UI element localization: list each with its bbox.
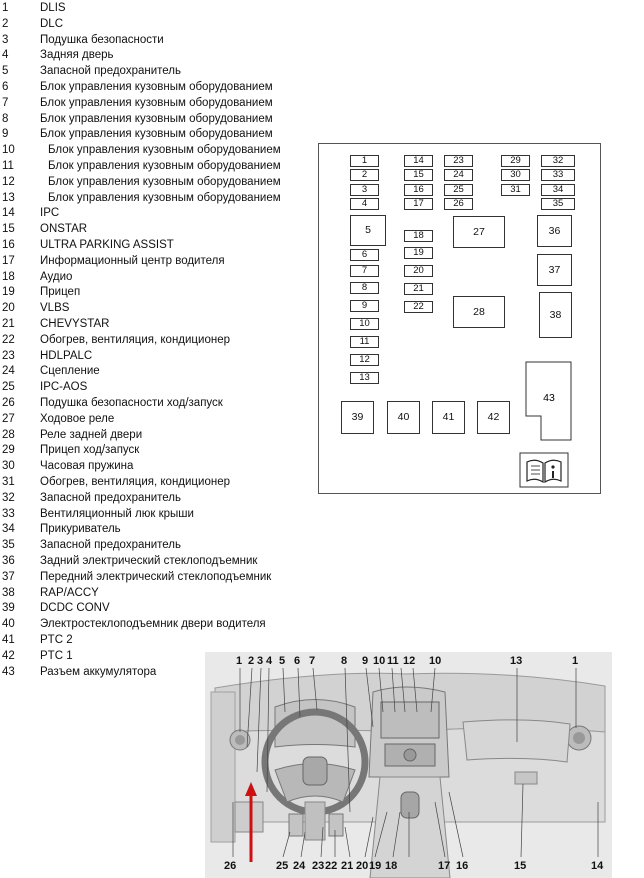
callout-bottom-22: 22 — [325, 860, 338, 872]
fuse-3: 3 — [350, 184, 379, 196]
fuse-16: 16 — [404, 184, 433, 196]
legend-label: PTC 2 — [40, 634, 73, 646]
connector-43-label: 43 — [543, 392, 555, 404]
callout-top-1b: 1 — [572, 655, 579, 667]
legend-number: 26 — [2, 397, 15, 409]
legend-number: 6 — [2, 81, 9, 93]
legend-label: Запасной предохранитель — [40, 65, 181, 78]
legend-label: IPC-AOS — [40, 381, 88, 394]
callout-top-12: 12 — [403, 655, 416, 667]
fuse-4: 4 — [350, 198, 379, 210]
owners-manual-icon — [519, 452, 569, 488]
legend-label: Блок управления кузовным оборудованием — [40, 96, 273, 109]
callout-bottom-14: 14 — [591, 860, 604, 872]
fuse-31: 31 — [501, 184, 530, 196]
callout-top-6: 6 — [294, 655, 301, 667]
legend-label: CHEVYSTAR — [40, 318, 110, 330]
callout-bottom-19: 19 — [369, 860, 382, 872]
callout-top-2: 2 — [248, 655, 255, 667]
legend-number: 40 — [2, 618, 15, 631]
legend-label: Информационный центр водителя — [40, 254, 225, 267]
legend-label: DLC — [40, 17, 64, 30]
legend-number: 3 — [2, 33, 9, 46]
legend-number: 11 — [2, 160, 14, 172]
fuse-6: 6 — [350, 249, 379, 261]
relay-37: 37 — [537, 254, 572, 286]
callout-top-9: 9 — [362, 655, 369, 667]
legend-label: Задний электрический стеклоподъемник — [40, 555, 258, 567]
legend-number: 18 — [2, 270, 15, 283]
legend-number: 28 — [2, 428, 15, 441]
legend-number: 13 — [2, 191, 15, 204]
callout-bottom-20: 20 — [356, 860, 369, 872]
callout-bottom-15: 15 — [514, 860, 527, 872]
legend-number: 12 — [2, 175, 15, 188]
legend-label: Подушка безопасности ход/запуск — [40, 397, 223, 409]
legend-number: 20 — [2, 302, 15, 315]
fuse-10: 10 — [350, 318, 379, 330]
legend-number: 8 — [2, 112, 9, 125]
fuse-19: 19 — [404, 247, 433, 259]
fuse-14: 14 — [404, 155, 433, 167]
fuse-20: 20 — [404, 265, 433, 277]
legend-label: Блок управления кузовным оборудованием — [40, 128, 273, 141]
legend-label: Блок управления кузовным оборудованием — [48, 175, 281, 188]
fuse-39: 39 — [341, 401, 374, 434]
legend-label: PTC 1 — [40, 649, 73, 662]
callout-top-13: 13 — [510, 655, 523, 667]
dashboard-drawing — [205, 652, 612, 878]
legend-label: Блок управления кузовным оборудованием — [40, 81, 273, 93]
legend-number: 30 — [2, 460, 15, 473]
legend-label: Электростеклоподъемник двери водителя — [40, 618, 266, 631]
fuse-42: 42 — [477, 401, 510, 434]
legend-label: Задняя дверь — [40, 49, 114, 62]
legend-number: 5 — [2, 65, 9, 78]
fuse-22: 22 — [404, 301, 433, 313]
legend-label: DCDC CONV — [40, 602, 110, 615]
fuse-1: 1 — [350, 155, 379, 167]
legend-number: 16 — [2, 239, 15, 251]
legend-label: Запасной предохранитель — [40, 539, 181, 552]
legend-number: 25 — [2, 381, 15, 394]
legend-number: 38 — [2, 586, 15, 599]
fuse-41: 41 — [432, 401, 465, 434]
legend-number: 42 — [2, 649, 15, 662]
callout-top-7: 7 — [309, 655, 316, 667]
legend-label: Блок управления кузовным оборудованием — [40, 112, 273, 125]
callout-bottom-16: 16 — [456, 860, 469, 872]
fuse-box-diagram — [318, 143, 601, 494]
fuse-15: 15 — [404, 169, 433, 181]
legend-number: 37 — [2, 570, 15, 583]
legend-number: 23 — [2, 349, 15, 362]
fuse-2: 2 — [350, 169, 379, 181]
legend-number: 33 — [2, 507, 15, 520]
fuse-35: 35 — [541, 198, 575, 210]
legend-label: Аудио — [40, 270, 73, 283]
legend-number: 4 — [2, 49, 9, 62]
legend-label: Сцепление — [40, 365, 100, 378]
callout-top-11: 11 — [387, 655, 399, 667]
legend-number: 29 — [2, 444, 15, 457]
callout-bottom-17: 17 — [438, 860, 451, 872]
relay-36: 36 — [537, 215, 572, 247]
callout-bottom-21: 21 — [341, 860, 354, 872]
callout-top-8: 8 — [341, 655, 348, 667]
legend-label: Вентиляционный люк крыши — [40, 507, 194, 520]
fuse-26: 26 — [444, 198, 473, 210]
callout-top-10: 10 — [373, 655, 386, 667]
fuse-40: 40 — [387, 401, 420, 434]
legend-label: Запасной предохранитель — [40, 491, 181, 504]
legend-label: Обогрев, вентиляция, кондиционер — [40, 333, 230, 346]
legend-number: 31 — [2, 476, 15, 488]
callout-bottom-26: 26 — [224, 860, 237, 872]
legend-number: 2 — [2, 17, 9, 30]
legend-label: Обогрев, вентиляция, кондиционер — [40, 476, 230, 488]
callout-top-4: 4 — [266, 655, 273, 667]
legend-label: IPC — [40, 207, 60, 220]
fuse-9: 9 — [350, 300, 379, 312]
legend-label: Прицеп ход/запуск — [40, 444, 140, 457]
legend-label: DLIS — [40, 2, 66, 14]
fuse-8: 8 — [350, 282, 379, 294]
legend-number: 36 — [2, 555, 15, 567]
callout-top-5: 5 — [279, 655, 286, 667]
fuse-11: 11 — [350, 336, 379, 348]
fuse-13: 13 — [350, 372, 379, 384]
callout-bottom-23: 23 — [312, 860, 325, 872]
callout-bottom-24: 24 — [293, 860, 306, 872]
legend-number: 19 — [2, 286, 15, 299]
fuse-23: 23 — [444, 155, 473, 167]
relay-38: 38 — [539, 292, 572, 338]
legend-label: HDLPALC — [40, 349, 93, 362]
fuse-32: 32 — [541, 155, 575, 167]
legend-number: 21 — [2, 318, 15, 330]
fuse-7: 7 — [350, 265, 379, 277]
legend-label: Ходовое реле — [40, 412, 115, 425]
legend-label: Часовая пружина — [40, 460, 134, 473]
fuse-12: 12 — [350, 354, 379, 366]
relay-28: 28 — [453, 296, 505, 328]
legend-number: 41 — [2, 634, 15, 646]
legend-label: Прицеп — [40, 286, 81, 299]
legend-number: 39 — [2, 602, 15, 615]
legend-label: Прикуриватель — [40, 523, 121, 536]
callout-top-10b: 10 — [429, 655, 442, 667]
legend-label: ONSTAR — [40, 223, 88, 236]
callout-bottom-25: 25 — [276, 860, 289, 872]
legend-number: 24 — [2, 365, 15, 378]
fuse-34: 34 — [541, 184, 575, 196]
callout-top-3: 3 — [257, 655, 264, 667]
fuse-18: 18 — [404, 230, 433, 242]
legend-number: 7 — [2, 96, 9, 109]
fuse-24: 24 — [444, 169, 473, 181]
fuse-33: 33 — [541, 169, 575, 181]
fuse-21: 21 — [404, 283, 433, 295]
dashboard-illustration — [205, 652, 612, 878]
relay-27: 27 — [453, 216, 505, 248]
legend-number: 43 — [2, 665, 15, 678]
callout-bottom-18: 18 — [385, 860, 398, 872]
legend-number: 27 — [2, 412, 15, 425]
legend-label: Подушка безопасности — [40, 33, 164, 46]
legend-label: VLBS — [40, 302, 70, 315]
legend-label: Блок управления кузовным оборудованием — [48, 191, 281, 204]
fuse-25: 25 — [444, 184, 473, 196]
legend-number: 22 — [2, 333, 15, 346]
legend-number: 17 — [2, 254, 15, 267]
legend-label: ULTRA PARKING ASSIST — [40, 239, 174, 251]
fuse-17: 17 — [404, 198, 433, 210]
fuse-5: 5 — [350, 215, 386, 246]
legend-number: 34 — [2, 523, 15, 536]
legend-number: 15 — [2, 223, 15, 236]
fuse-30: 30 — [501, 169, 530, 181]
fuse-29: 29 — [501, 155, 530, 167]
legend-number: 10 — [2, 144, 15, 157]
connector-43 — [525, 361, 573, 441]
legend-number: 14 — [2, 207, 15, 220]
legend-label: Реле задней двери — [40, 428, 143, 441]
legend-number: 9 — [2, 128, 9, 141]
legend-number: 1 — [2, 2, 9, 14]
legend-number: 35 — [2, 539, 15, 552]
legend-label: Блок управления кузовным оборудованием — [48, 144, 281, 157]
legend-number: 32 — [2, 491, 15, 504]
legend-label: Разъем аккумулятора — [40, 665, 157, 678]
legend-label: RAP/ACCY — [40, 586, 99, 599]
legend-label: Блок управления кузовным оборудованием — [48, 160, 281, 172]
callout-top-1: 1 — [236, 655, 243, 667]
legend-label: Передний электрический стеклоподъемник — [40, 570, 272, 583]
